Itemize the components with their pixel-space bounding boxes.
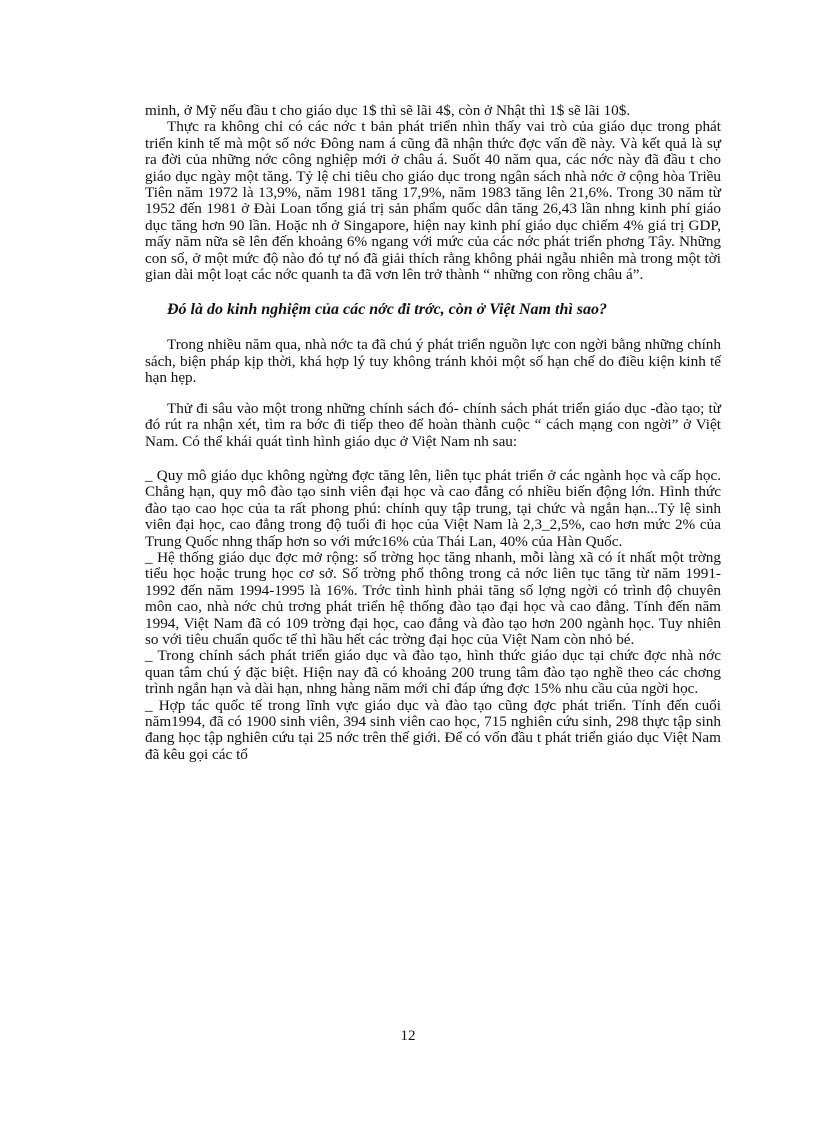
list-item: _ Quy mô giáo dục không ngừng đợc tăng lên, liên tục phát triển ở các ngành học và cấp học. Chẳng hạn, quy mô đào tạo sinh viên đại học và cao đẳng có nhiều biến động lớn. Hình thức đào tạo cao học của ta rất phong phú: chính quy tập trung, tại chức và ngắn hạn...Tỷ lệ sinh viên đại học, cao đẳng trong độ tuổi đi học của Việt Nam là 2,3_2,5%, cao hơn mức 2% của Trung Quốc nhng thấp hơn so với mức16% của Thái Lan, 40% của Hàn Quốc.	[145, 466, 721, 550]
paragraph-vietnam: Trong nhiều năm qua, nhà nớc ta đã chú ý phát triển nguồn lực con ngời bằng những chính sách, biện pháp kịp thời, khá hợp lý tuy không tránh khỏi một số hạn chế do điều kiện kinh tế hạn hẹp.	[145, 336, 721, 387]
section-heading: Đó là do kinh nghiệm của các nớc đi trớc, còn ở Việt Nam thì sao?	[167, 301, 608, 319]
bullet-list	[145, 468, 721, 763]
paragraph-intro: minh, ở Mỹ nếu đầu t cho giáo dục 1$ thì sẽ lãi 4$, còn ở Nhật thì 1$ sẽ lãi 10$.	[145, 102, 631, 119]
page-number: 12	[400, 1028, 416, 1044]
list-item: _ Trong chính sách phát triển giáo dục và đào tạo, hình thức giáo dục tại chức đợc nhà nớc quan tâm chú ý đặc biệt. Hiện nay đã có khoảng 200 trung tâm đào tạo nghề theo các chơng trình ngắn hạn và dài hạn, nhng hàng năm mới chỉ đáp ứng đợc 15% nhu cầu của ngời học.	[145, 647, 721, 698]
page-content	[145, 103, 721, 763]
paragraph-policy: Thử đi sâu vào một trong những chính sách đó- chính sách phát triển giáo dục -đào tạo; từ đó rút ra nhận xét, tìm ra bớc đi tiếp theo để hoàn thành cuộc “ cách mạng con ngời” ở Việt Nam. Có thể khái quát tình hình giáo dục ở Việt Nam nh sau:	[145, 399, 721, 450]
paragraph-asia: Thực ra không chỉ có các nớc t bản phát triển nhìn thấy vai trò của giáo dục trong phát triển kinh tế mà một số nớc Đông nam á cũng đã nhận thức đợc vấn đề này. Và kết quả là sự ra đời của những nớc công nghiệp mới ở châu á. Suốt 40 năm qua, các nớc này đã đầu t cho giáo dục ngày một tăng. Tỷ lệ chi tiêu cho giáo dục trong ngân sách nhà nớc ở cộng hòa Triều Tiên năm 1972 là 13,9%, năm 1981 tăng 17,9%, năm 1983 tăng lên 21,6%. Trong 30 năm từ 1952 đến 1981 ở Đài Loan tổng giá trị sản phẩm quốc dân tăng 26,43 lần nhng kinh phí giáo dục tăng hơn 90 lần. Hoặc nh ở Singapore, hiện nay kinh phí giáo dục chiếm 4% giá trị GDP, mấy năm nữa sẽ lên đến khoảng 6% ngang với mức của các nớc phát triển phơng Tây. Những con số, ở một mức độ nào đó tự nó đã giải thích rằng không phải ngẫu nhiên mà trong một tời gian dài một loạt các nớc quanh ta đã vơn lên trở thành “ những con rồng châu á”.	[145, 118, 721, 284]
list-item: _ Hợp tác quốc tế trong lĩnh vực giáo dục và đào tạo cũng đợc phát triển. Tính đến cuối năm1994, đã có 1900 sinh viên, 394 sinh viên cao học, 715 nghiên cứu sinh, 298 thực tập sinh đang học tập nghiên cứu tại 25 nớc trên thế giới. Để có vốn đầu t phát triển giáo dục Việt Nam đã kêu gọi các tổ	[145, 696, 721, 763]
list-item: _ Hệ thống giáo dục đợc mở rộng: số trờng học tăng nhanh, mỗi làng xã có ít nhất một trờng tiểu học hoặc trung học cơ sở. Số trờng phổ thông trong cả nớc liên tục tăng từ năm 1991-1992 đến năm 1994-1995 là 16%. Trớc tình hình phải tăng số lợng ngời có trình độ chuyên môn cao, nhà nớc chủ trơng phát triển hệ thống đào tạo đại học và cao đẳng. Tính đến năm 1994, Việt Nam đã có 109 trờng đại học, cao đẳng và đào tạo hơn 200 ngành học. Tuy nhiên so với tiêu chuẩn quốc tế thì hầu hết các trờng đại học của Việt Nam còn nhỏ bé.	[145, 548, 721, 648]
